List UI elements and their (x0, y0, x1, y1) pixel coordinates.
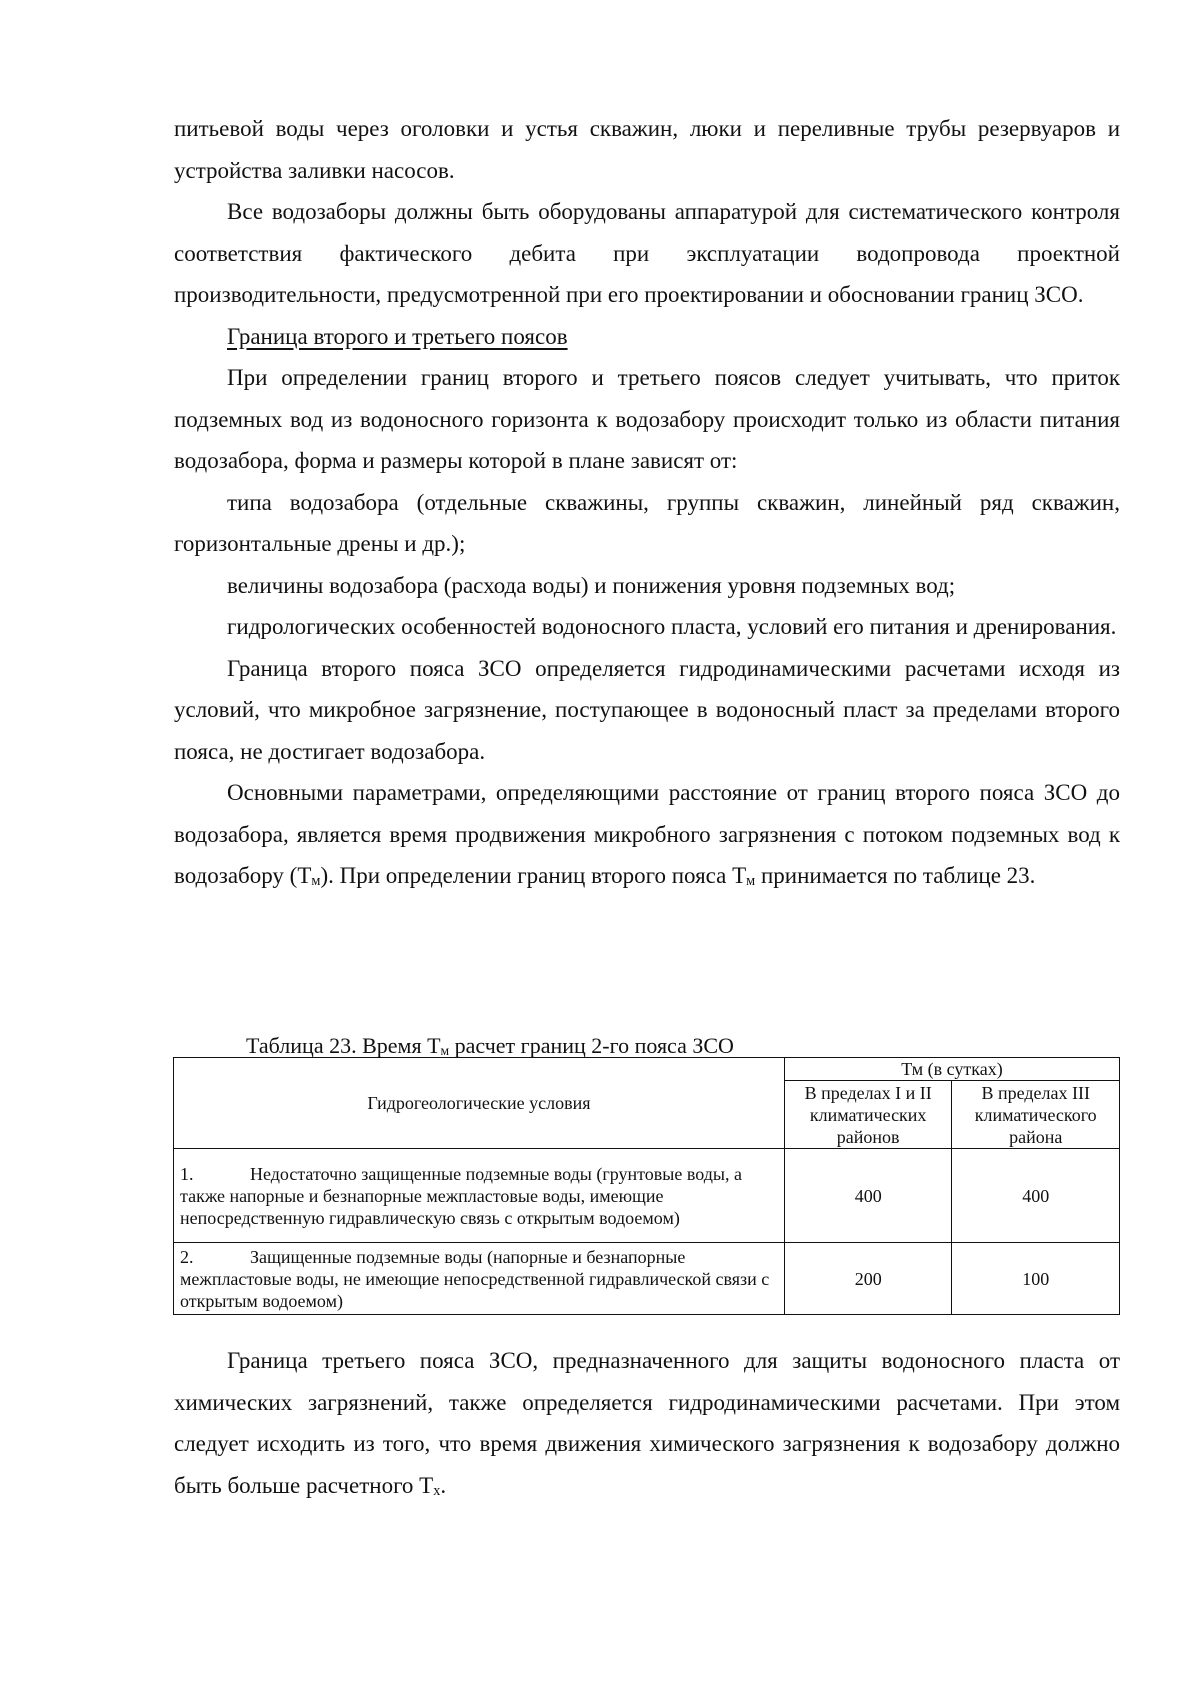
row-value-2: 100 (952, 1243, 1120, 1315)
caption-sub: м (440, 1043, 450, 1059)
row-number: 1. (180, 1164, 194, 1184)
row-condition (174, 1149, 785, 1243)
third-zone-end: . (440, 1472, 447, 1498)
body-text-lower (174, 1340, 1120, 1512)
zone-time-table (173, 1057, 1120, 1315)
paragraph-third-zone (174, 1340, 1120, 1512)
paragraph-boundaries: При определении границ второго и третьего поясов следует учитывать, что приток подземных вод из водоносного горизонта к водозабору происходит только из области питания водозабора, форма и размеры которой в плане зависят от: (174, 365, 1120, 473)
header-climate-1-2: В пределах I и II климатических районов (784, 1081, 952, 1149)
row-value-2: 400 (952, 1149, 1120, 1243)
param-text-1: Основными параметрами, определяющими расстояние от границ второго пояса ЗСО до водозабора, является время продвижения микробного загрязнения с потоком подземных вод к водозабору (Т (174, 780, 1120, 888)
section-heading: Граница второго и третьего поясов (227, 323, 568, 349)
table-row (174, 1149, 1120, 1243)
header-tm-group: Тм (в сутках) (784, 1058, 1119, 1081)
row-condition (174, 1243, 785, 1315)
list-item-hydrology: гидрологических особенностей водоносного пласта, условий его питания и дренирования. (227, 614, 1117, 639)
paragraph-equipment: Все водозаборы должны быть оборудованы аппаратурой для систематического контроля соответствия фактического дебита при эксплуатации водопровода проектной производительности, предусмотренной при его проектировании и обосновании границ ЗСО. (174, 199, 1120, 307)
table-header-row-1 (174, 1058, 1120, 1081)
row-value-1: 400 (784, 1149, 952, 1243)
param-sub-1: м (311, 873, 321, 890)
third-zone-sub: х (433, 1482, 441, 1499)
row-value-1: 200 (784, 1243, 952, 1315)
param-text-3: принимается по таблице 23. (755, 863, 1036, 888)
paragraph-second-zone: Граница второго пояса ЗСО определяется гидродинамическими расчетами исходя из условий, что микробное загрязнение, поступающее в водоносный пласт за пределами второго пояса, не достигает водозабора. (174, 655, 1120, 764)
third-zone-text: Граница третьего пояса ЗСО, предназначенного для защиты водоносного пласта от химических загрязнений, также определяется гидродинамическими расчетами. При этом следует исходить из того, что время движения химического загрязнения к водозабору должно быть больше расчетного Т (174, 1348, 1120, 1498)
header-conditions: Гидрогеологические условия (174, 1058, 785, 1149)
row-number: 2. (180, 1247, 194, 1267)
table-row (174, 1243, 1120, 1315)
row-condition-text: Защищенные подземные воды (напорные и безнапорные межпластовые воды, не имеющие непосредственной гидравлической связи с открытым водоемом) (180, 1247, 770, 1311)
param-text-2: ). При определении границ второго пояса Т (320, 863, 747, 888)
body-text-upper (174, 108, 1120, 903)
param-sub-2: м (746, 873, 756, 890)
list-item-magnitude: величины водозабора (расхода воды) и понижения уровня подземных вод; (227, 572, 956, 598)
row-condition-text: Недостаточно защищенные подземные воды (грунтовые воды, а также напорные и безнапорные межпластовые воды, имеющие непосредственную гидравлическую связь с открытым водоемом) (180, 1164, 742, 1228)
list-item-type: типа водозабора (отдельные скважины, группы скважин, линейный ряд скважин, горизонтальные дрены и др.); (174, 489, 1120, 556)
paragraph-parameters (174, 772, 1120, 903)
caption-text-1: Таблица 23. Время Т (246, 1033, 441, 1058)
header-climate-3: В пределах III климатического района (952, 1081, 1120, 1149)
caption-text-2: расчет границ 2-го пояса ЗСО (449, 1033, 734, 1058)
paragraph-continuation: питьевой воды через оголовки и устья скважин, люки и переливные трубы резервуаров и устройства заливки насосов. (174, 116, 1120, 183)
